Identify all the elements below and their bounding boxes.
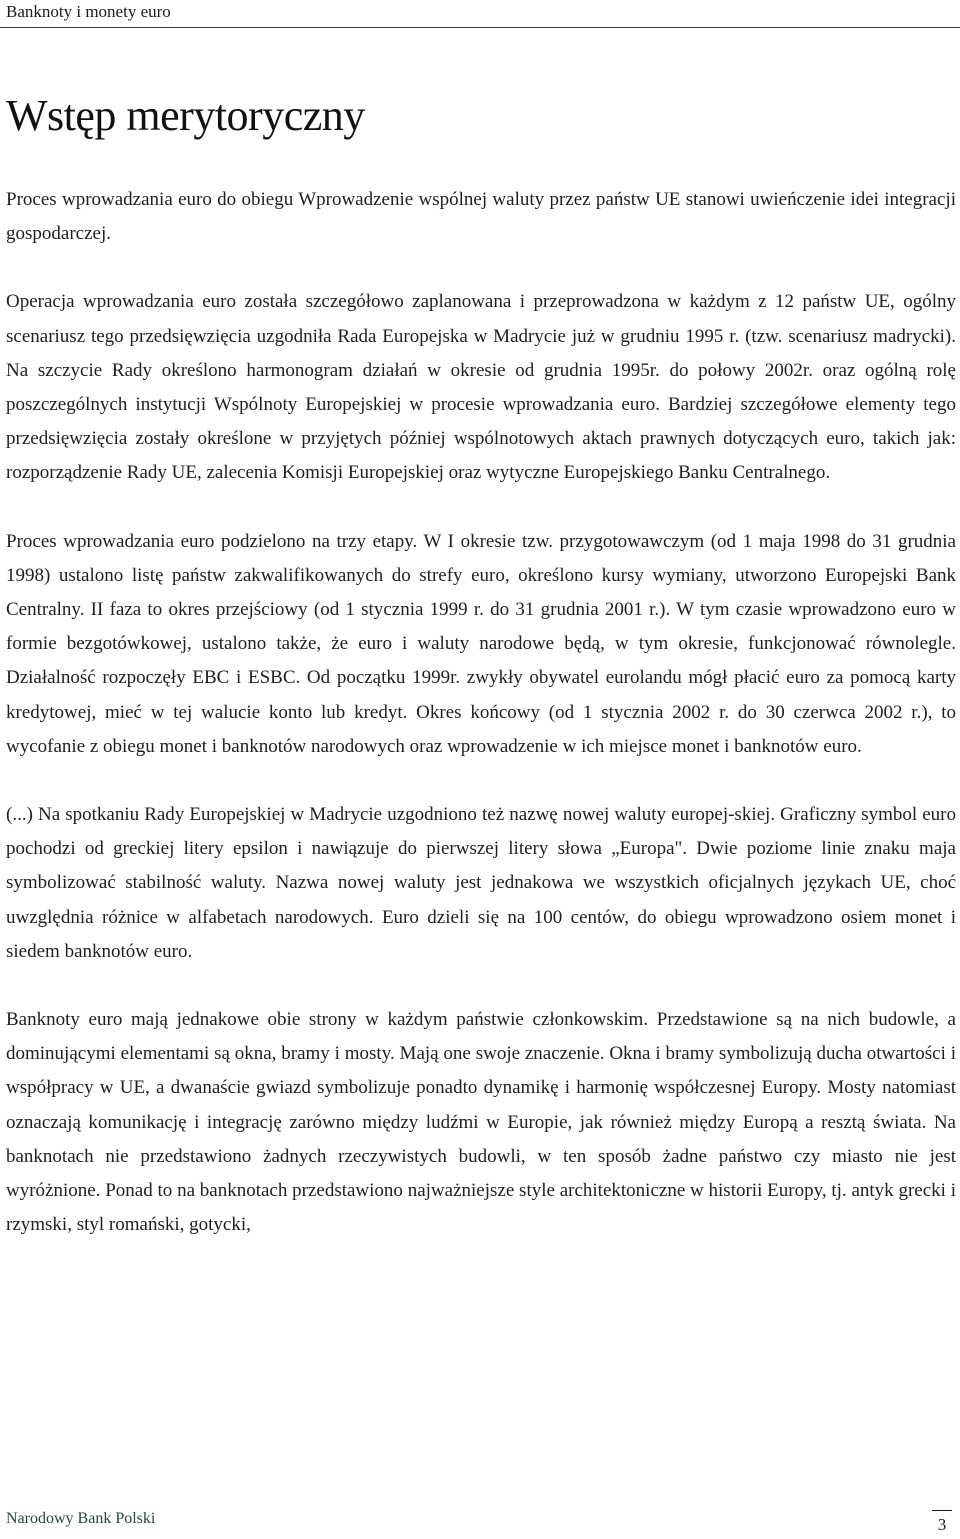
paragraph-name-symbol: (...) Na spotkaniu Rady Europejskiej w Madrycie uzgodniono też nazwę nowej waluty europej-skiej. Graficzny symbol euro pochodzi od greckiej litery epsilon i nawiązuje do pierwszej litery słowa „Europa". Dwie poziome linie znaku maja symbolizować stabilność waluty. Nazwa nowej waluty jest jednakowa we wszystkich oficjalnych językach UE, choć uwzględnia różnice w alfabetach narodowych. Euro dzieli się na 100 centów, do obiegu wprowadzono osiem monet i siedem banknotów euro. (6, 804, 956, 962)
body-text (6, 183, 956, 1242)
running-header: Banknoty i monety euro (6, 2, 171, 21)
header-rule (0, 27, 960, 28)
page-number: 3 (932, 1510, 952, 1536)
paragraph-banknotes: Banknoty euro mają jednakowe obie strony w każdym państwie członkowskim. Przedstawione są na nich budowle, a dominującymi elementami są okna, bramy i mosty. Mają one swoje znaczenie. Okna i bramy symbolizują ducha otwartości i współpracy w UE, a dwanaście gwiazd symbolizuje ponadto dynamikę i harmonię współczesnej Europy. Mosty natomiast oznaczają komunikację i integrację zarówno między ludźmi w Europie, jak również między Europą a resztą świata. Na banknotach nie przedstawiono żadnych rzeczywistych budowli, w ten sposób żadne państwo czy miasto nie jest wyróżnione. Ponad to na banknotach przedstawiono najważniejsze style architektoniczne w historii Europy, tj. antyk grecki i rzymski, styl romański, gotycki, (6, 1009, 956, 1236)
paragraph-operation: Operacja wprowadzania euro została szczegółowo zaplanowana i przeprowadzona w każdym z 12 państw UE, ogólny scenariusz tego przedsięwzięcia uzgodniła Rada Europejska w Madrycie już w grudniu 1995 r. (tzw. scenariusz madrycki). Na szczycie Rady określono harmonogram działań w okresie od grudnia 1995r. do połowy 2002r. oraz ogólną rolę poszczególnych instytucji Wspólnoty Europejskiej w procesie wprowadzania euro. Bardziej szczegółowe elementy tego przedsięwzięcia zostały określone w przyjętych później wspólnotowych aktach prawnych dotyczących euro, takich jak: rozporządzenie Rady UE, zalecenia Komisji Europejskiej oraz wytyczne Europejskiego Banku Centralnego. (6, 291, 956, 484)
page-title: Wstęp merytoryczny (6, 91, 365, 140)
paragraph-stages: Proces wprowadzania euro podzielono na trzy etapy. W I okresie tzw. przygotowawczym (od 1 maja 1998 do 31 grudnia 1998) ustalono listę państw zakwalifikowanych do strefy euro, określono kursy wymiany, utworzono Europejski Bank Centralny. II faza to okres przejściowy (od 1 stycznia 1999 r. do 31 grudnia 2001 r.). W tym czasie wprowadzono euro w formie bezgotówkowej, ustalono także, że euro i waluty narodowe będą, w tym okresie, funkcjonować równolegle. Działalność rozpoczęły EBC i ESBC. Od początku 1999r. zwykły obywatel eurolandu mógł płacić euro za pomocą karty kredytowej, mieć w tej walucie konto lub kredyt. Okres końcowy (od 1 stycznia 2002 r. do 30 czerwca 2002 r.), to wycofanie z obiegu monet i banknotów narodowych oraz wprowadzenie w ich miejsce monet i banknotów euro. (6, 530, 956, 757)
footer-organization: Narodowy Bank Polski (6, 1510, 156, 1527)
paragraph-intro: Proces wprowadzania euro do obiegu Wprowadzenie wspólnej waluty przez państw UE stanowi uwieńczenie idei integracji gospodarczej. (6, 189, 956, 245)
